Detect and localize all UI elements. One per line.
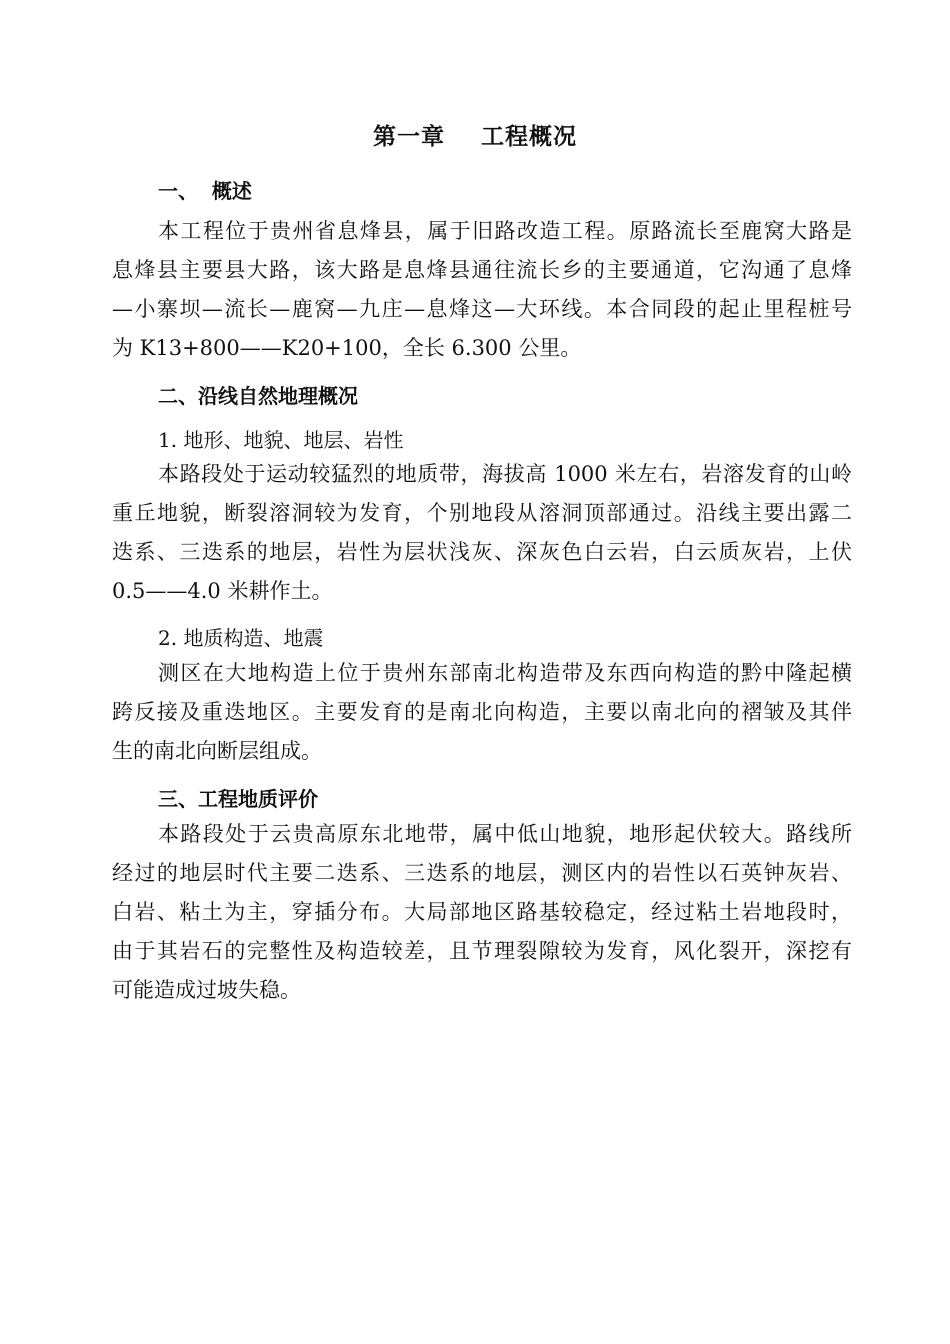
paragraph-line: 由于其岩石的完整性及构造较差，且节理裂隙较为发育，风化裂开，深挖有 [112, 939, 852, 963]
paragraph-line: 测区在大地构造上位于贵州东部南北构造带及东西向构造的黔中隆起横 [158, 661, 852, 685]
subheading-terrain: 1. 地形、地貌、地层、岩性 [158, 428, 404, 452]
paragraph-line: 0.5——4.0 米耕作土。 [112, 579, 333, 603]
paragraph-line: —小寨坝—流长—鹿窝—九庄—息烽这—大环线。本合同段的起止里程桩号 [112, 297, 852, 321]
paragraph-line: 跨反接及重迭地区。主要发育的是南北向构造，主要以南北向的褶皱及其伴 [112, 700, 852, 724]
paragraph-line: 白岩、粘土为主，穿插分布。大局部地区路基较稳定，经过粘土岩地段时， [112, 900, 852, 924]
chapter-title: 第一章 工程概况 [372, 124, 578, 150]
paragraph-terrain [112, 455, 852, 611]
paragraph-structure [112, 654, 852, 771]
paragraph-line: 可能造成过坡失稳。 [112, 978, 301, 1002]
paragraph-line: 重丘地貌，断裂溶洞较为发育，个别地段从溶洞顶部通过。沿线主要出露二 [112, 501, 852, 525]
paragraph-line: 经过的地层时代主要二迭系、三迭系的地层，测区内的岩性以石英钟灰岩、 [112, 861, 852, 885]
paragraph-overview [112, 212, 852, 368]
paragraph-line: 本路段处于运动较猛烈的地质带，海拔高 1000 米左右，岩溶发育的山岭 [158, 462, 852, 486]
section-heading-overview: 一、 概述 [158, 179, 252, 203]
paragraph-line: 息烽县主要县大路，该大路是息烽县通往流长乡的主要通道，它沟通了息烽 [112, 258, 852, 282]
paragraph-geology [112, 815, 852, 1010]
section-heading-geology: 三、工程地质评价 [158, 787, 318, 811]
paragraph-line: 迭系、三迭系的地层，岩性为层状浅灰、深灰色白云岩，白云质灰岩，上伏 [112, 540, 852, 564]
section-heading-geography: 二、沿线自然地理概况 [158, 384, 358, 408]
paragraph-line: 生的南北向断层组成。 [112, 739, 322, 763]
paragraph-line: 本工程位于贵州省息烽县，属于旧路改造工程。原路流长至鹿窝大路是 [158, 219, 852, 243]
paragraph-line: 为 K13+800——K20+100，全长 6.300 公里。 [112, 336, 582, 360]
paragraph-line: 本路段处于云贵高原东北地带，属中低山地貌，地形起伏较大。路线所 [158, 822, 852, 846]
subheading-structure: 2. 地质构造、地震 [158, 626, 324, 650]
